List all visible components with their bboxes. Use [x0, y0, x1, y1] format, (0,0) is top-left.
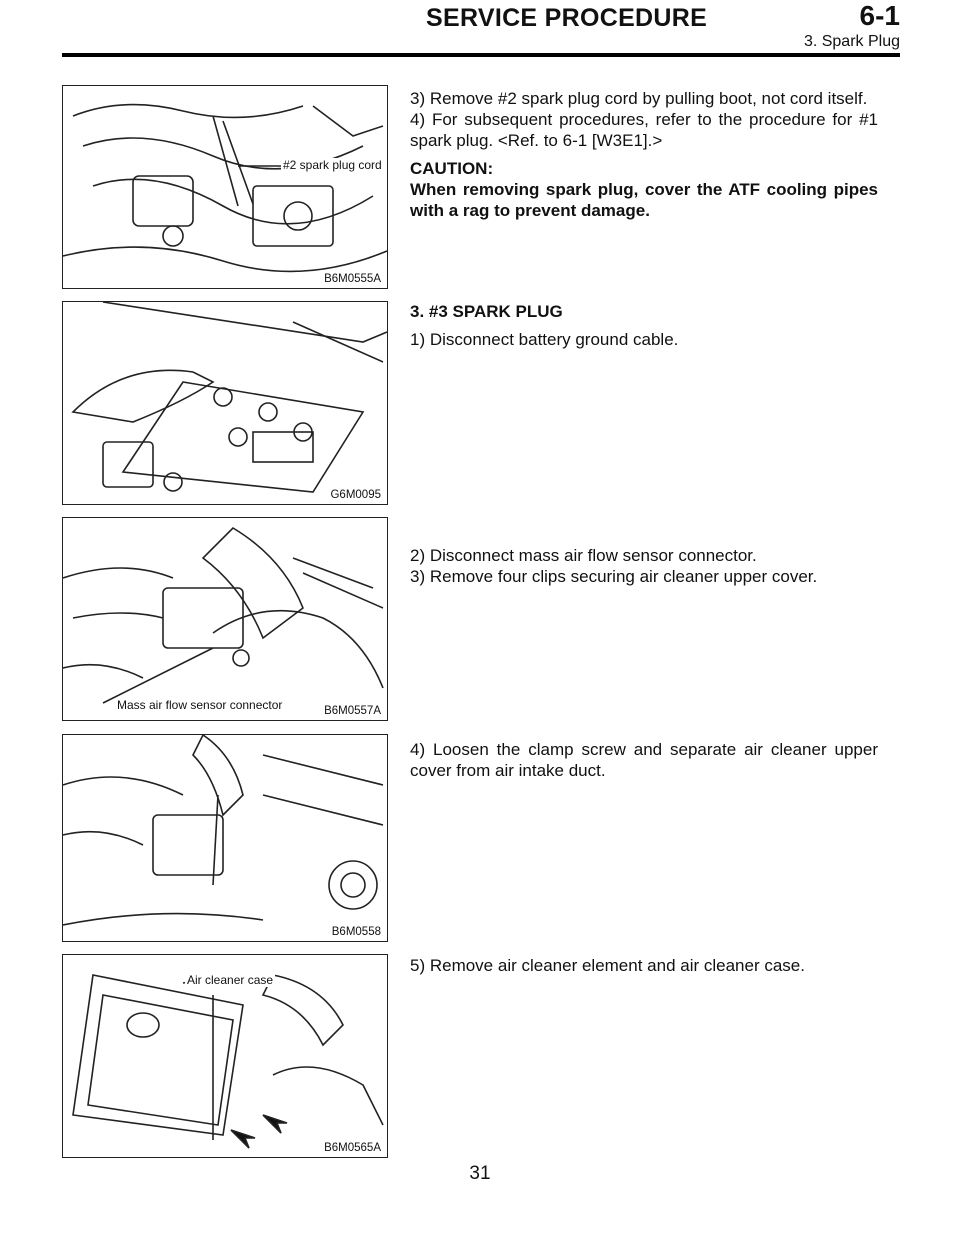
header-rule	[62, 53, 900, 57]
clamp-illustration	[63, 735, 387, 941]
step-5-element: 5) Remove air cleaner element and air cleaner case.	[410, 956, 805, 975]
figure-battery	[62, 301, 388, 505]
text-block-3	[410, 545, 878, 587]
page-title: SERVICE PROCEDURE	[426, 4, 708, 32]
caution-label: CAUTION:	[410, 159, 494, 178]
figure-label: Mass air flow sensor connector	[117, 698, 283, 712]
engine-illustration-1	[63, 86, 387, 288]
section-number: 6-1	[859, 0, 900, 31]
figure-clamp-screw	[62, 734, 388, 942]
step-1-battery: 1) Disconnect battery ground cable.	[410, 330, 679, 349]
section-subtitle: 3. Spark Plug	[803, 33, 900, 50]
step-4-clamp: 4) Loosen the clamp screw and separate air cleaner upper cover from air intake duct.	[410, 740, 878, 780]
text-block-1	[410, 88, 878, 221]
figure-air-cleaner-case	[62, 954, 388, 1158]
figure-code: B6M0555A	[324, 273, 381, 285]
step-3-clips: 3) Remove four clips securing air cleaner upper cover.	[410, 567, 818, 586]
step-3-remove-cord: 3) Remove #2 spark plug cord by pulling boot, not cord itself.	[410, 89, 868, 108]
figure-label: #2 spark plug cord	[283, 158, 382, 172]
figure-spark-plug-cord	[62, 85, 388, 289]
figure-label: Air cleaner case	[187, 973, 274, 987]
figure-mass-air-flow	[62, 517, 388, 721]
step-4-subsequent: 4) For subsequent procedures, refer to the procedure for #1 spark plug. <Ref. to 6-1 [W3E1].>	[410, 110, 878, 150]
figure-code: G6M0095	[330, 489, 381, 501]
maf-illustration	[63, 518, 387, 720]
text-block-2	[410, 301, 878, 350]
figure-code: B6M0565A	[324, 1142, 381, 1154]
text-block-5	[410, 955, 878, 976]
battery-illustration	[63, 302, 387, 504]
figure-code: B6M0557A	[324, 705, 381, 717]
figure-code: B6M0558	[331, 926, 381, 938]
page-number: 31	[469, 1163, 491, 1184]
text-block-4	[410, 739, 878, 781]
section-heading: 3. #3 SPARK PLUG	[410, 302, 563, 321]
step-2-maf: 2) Disconnect mass air flow sensor connector.	[410, 546, 757, 565]
caution-text: When removing spark plug, cover the ATF cooling pipes with a rag to prevent damage.	[410, 180, 878, 220]
